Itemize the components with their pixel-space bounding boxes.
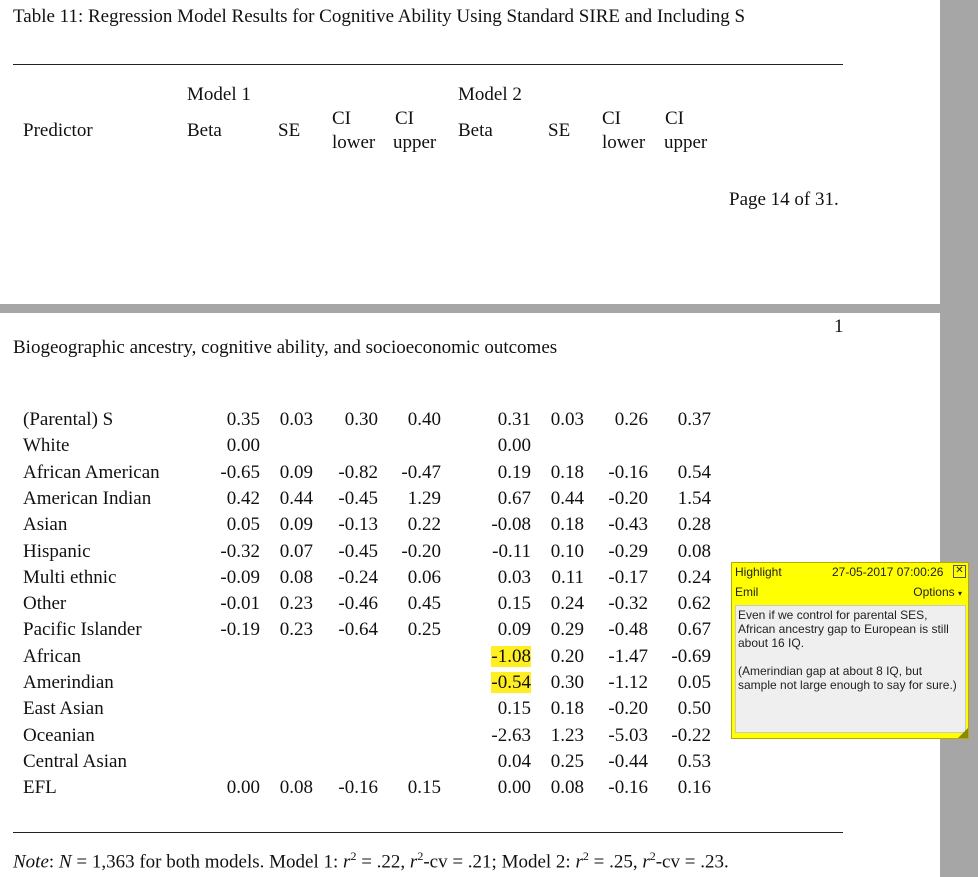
ci-lower-header-m2-top: CI <box>602 108 621 129</box>
m1-cv: -cv = .21; Model 2: <box>423 851 576 873</box>
m1-cell: -0.01 <box>220 593 260 614</box>
page-number: Page 14 of 31. <box>729 189 839 210</box>
m1-cell: -0.32 <box>220 541 260 562</box>
m2-cell: -5.03 <box>608 725 648 746</box>
m1-cell: 0.25 <box>407 619 441 640</box>
row-label: East Asian <box>23 698 104 719</box>
pdf-page-14 <box>0 0 940 304</box>
note-n: N <box>58 851 72 873</box>
m1-cell: 0.07 <box>279 541 313 562</box>
m2-cell: -0.08 <box>491 514 531 535</box>
m2-cell: 0.08 <box>677 541 711 562</box>
m2-cell: -0.29 <box>608 541 648 562</box>
table-cell <box>341 541 441 563</box>
m1-cell: 0.22 <box>407 514 441 535</box>
m1-cell: -0.64 <box>338 619 378 640</box>
table-cell <box>341 514 441 536</box>
sq: 2 <box>417 849 424 863</box>
table-cell <box>341 619 441 641</box>
r-symbol: r <box>409 851 418 873</box>
row-label: Amerindian <box>23 672 114 693</box>
table-cell <box>341 593 441 615</box>
row-label: Asian <box>23 514 68 535</box>
note-text: = 1,363 for both models. Model 1: <box>71 851 344 873</box>
m2-cell: -1.47 <box>608 646 648 667</box>
m1-cell: 0.05 <box>226 514 260 535</box>
m2-cell: 0.03 <box>550 409 584 430</box>
sq: 2 <box>582 849 589 863</box>
m2-cv: -cv = .23. <box>655 851 729 873</box>
m2-cell: -0.32 <box>608 593 648 614</box>
m1-cell: 0.30 <box>344 409 378 430</box>
m2-cell: -0.17 <box>608 567 648 588</box>
m2-cell: -2.63 <box>491 725 531 746</box>
ci-upper-header-m2-bottom: upper <box>664 132 708 153</box>
table-cell <box>611 514 711 536</box>
m1-cell: 0.45 <box>407 593 441 614</box>
model2-header: Model 2 <box>458 84 522 105</box>
table-cell <box>341 462 441 484</box>
m2-cell: 0.04 <box>497 751 531 772</box>
table-cell <box>611 646 711 668</box>
m2-cell: -1.12 <box>608 672 648 693</box>
m1-cell: 0.09 <box>279 514 313 535</box>
m2-cell: 0.05 <box>677 672 711 693</box>
m1-cell: 1.29 <box>407 488 441 509</box>
m2-cell: -0.16 <box>608 462 648 483</box>
row-label: Pacific Islander <box>23 619 142 640</box>
m1-cell: -0.47 <box>401 462 441 483</box>
ci-lower-header-m1-bottom: lower <box>332 132 376 153</box>
m1-cell: 0.06 <box>407 567 441 588</box>
beta-header-m1: Beta <box>187 120 222 141</box>
table-bottom-rule <box>13 832 843 833</box>
m2-cell: 0.30 <box>550 672 584 693</box>
m2-cell: 0.08 <box>550 777 584 798</box>
m2-r2: = .25, <box>588 851 643 873</box>
row-label: African American <box>23 462 160 483</box>
r-symbol: r <box>575 851 583 873</box>
m2-cell: 0.29 <box>550 619 584 640</box>
predictor-header: Predictor <box>23 120 93 141</box>
m2-cell: 0.31 <box>497 409 531 430</box>
table-top-rule <box>13 64 843 65</box>
r-symbol: r <box>343 851 351 873</box>
annotation-author: Emil <box>735 585 759 599</box>
r-symbol: r <box>642 851 650 873</box>
m2-cell: 0.09 <box>497 619 531 640</box>
m2-cell: 1.23 <box>550 725 584 746</box>
table-cell <box>611 593 711 615</box>
m1-cell: -0.65 <box>220 462 260 483</box>
table-cell <box>341 777 441 799</box>
row-label: Other <box>23 593 67 614</box>
running-head: Biogeographic ancestry, cognitive ability, and socioeconomic outcomes <box>13 337 558 358</box>
m2-cell: 0.10 <box>550 541 584 562</box>
m2-cell: -0.11 <box>492 541 531 562</box>
se-header-m1: SE <box>278 120 301 141</box>
m1-cell: 0.23 <box>279 619 313 640</box>
m2-cell: 0.67 <box>497 488 531 509</box>
m1-cell: 0.00 <box>226 777 260 798</box>
table-cell <box>611 777 711 799</box>
m1-cell: 0.35 <box>226 409 260 430</box>
m2-cell: 0.62 <box>677 593 711 614</box>
se-header-m2: SE <box>548 120 571 141</box>
m1-cell: 0.23 <box>279 593 313 614</box>
annotation-type: Highlight <box>735 565 782 579</box>
annotation-para-1: Even if we control for parental SES, African ancestry gap to European is still about 16 IQ. <box>738 608 949 650</box>
annotation-para-2: (Amerindian gap at about 8 IQ, but sample not large enough to say for sure.) <box>738 664 957 692</box>
table-cell <box>611 488 711 510</box>
m2-cell: 0.37 <box>677 409 711 430</box>
ci-upper-header-m2-top: CI <box>665 108 684 129</box>
m1-r2: = .22, <box>356 851 410 873</box>
m2-cell: 0.25 <box>550 751 584 772</box>
table-cell <box>611 462 711 484</box>
m2-cell: -0.20 <box>608 698 648 719</box>
table-cell <box>341 567 441 589</box>
table-cell <box>611 751 711 773</box>
page-num-corner: 1 <box>834 316 844 337</box>
m2-cell: 0.24 <box>677 567 711 588</box>
m2-cell: 0.53 <box>677 751 711 772</box>
ci-upper-header-m1-bottom: upper <box>393 132 437 153</box>
m1-cell: -0.19 <box>220 619 260 640</box>
m2-cell: 0.18 <box>550 514 584 535</box>
row-label: Oceanian <box>23 725 95 746</box>
row-label: African <box>23 646 82 667</box>
m1-cell: -0.09 <box>220 567 260 588</box>
m2-cell: -0.48 <box>608 619 648 640</box>
m2-cell: -0.20 <box>608 488 648 509</box>
m2-cell: -0.44 <box>608 751 648 772</box>
row-label: Multi ethnic <box>23 567 117 588</box>
ci-upper-header-m1-top: CI <box>395 108 414 129</box>
table-title: Table 11: Regression Model Results for Cognitive Ability Using Standard SIRE and Including S <box>13 6 746 27</box>
m2-cell: 0.15 <box>497 593 531 614</box>
table-cell <box>611 409 711 431</box>
close-icon[interactable]: ✕ <box>953 565 966 578</box>
row-label: Hispanic <box>23 541 91 562</box>
sq: 2 <box>649 849 656 863</box>
chevron-down-icon: ▾ <box>957 589 962 598</box>
m1-cell: -0.82 <box>338 462 378 483</box>
table-cell <box>431 435 531 457</box>
m2-cell: -0.54 <box>491 672 531 693</box>
m1-cell: 0.44 <box>279 488 313 509</box>
table-cell <box>611 725 711 747</box>
m2-cell: 1.54 <box>677 488 711 509</box>
m1-cell: 0.08 <box>279 567 313 588</box>
table-cell <box>611 619 711 641</box>
table-cell <box>611 698 711 720</box>
table-cell <box>341 488 441 510</box>
row-label: Central Asian <box>23 751 127 772</box>
m2-cell: 0.54 <box>677 462 711 483</box>
m1-cell: -0.16 <box>338 777 378 798</box>
m1-cell: 0.03 <box>279 409 313 430</box>
annotation-options-button[interactable] <box>913 585 962 599</box>
m1-cell: -0.45 <box>338 488 378 509</box>
m1-cell: -0.24 <box>338 567 378 588</box>
m2-cell: -0.16 <box>608 777 648 798</box>
m2-cell: 0.26 <box>614 409 648 430</box>
table-cell <box>611 672 711 694</box>
row-label: White <box>23 435 70 456</box>
beta-header-m2: Beta <box>458 120 493 141</box>
m2-cell: -0.22 <box>671 725 711 746</box>
ci-lower-header-m1-top: CI <box>332 108 351 129</box>
m2-cell: 0.18 <box>550 462 584 483</box>
row-label: EFL <box>23 777 57 798</box>
m2-cell: 0.50 <box>677 698 711 719</box>
annotation-body[interactable] <box>735 605 966 733</box>
m1-cell: 0.40 <box>407 409 441 430</box>
table-cell <box>160 435 260 457</box>
m2-cell: 0.44 <box>550 488 584 509</box>
resize-handle-icon[interactable] <box>958 728 968 738</box>
m2-cell: 0.67 <box>677 619 711 640</box>
m1-cell: -0.13 <box>338 514 378 535</box>
annotation-popup[interactable] <box>731 562 969 739</box>
m1-cell: -0.45 <box>338 541 378 562</box>
m2-cell: 0.00 <box>497 777 531 798</box>
model1-header: Model 1 <box>187 84 251 105</box>
m2-cell: -0.43 <box>608 514 648 535</box>
m2-cell: 0.28 <box>677 514 711 535</box>
m1-cell: 0.09 <box>279 462 313 483</box>
options-label: Options <box>913 585 955 599</box>
m2-cell: 0.19 <box>497 462 531 483</box>
table-note: Note: N = 1,363 for both models. Model 1: $r^2 = .22$, $r^2-cv = .21$; Model 2: $r^2 = .25$, $r^2-cv = .23$. <box>13 849 729 873</box>
m2-cell: 0.03 <box>497 567 531 588</box>
m2-cell: -0.69 <box>671 646 711 667</box>
row-label: (Parental) S <box>23 409 114 430</box>
row-label: American Indian <box>23 488 152 509</box>
table-cell <box>341 409 441 431</box>
m2-cell: 0.16 <box>677 777 711 798</box>
table-cell <box>611 567 711 589</box>
note-label: Note <box>13 851 49 873</box>
m1-cell: 0.15 <box>407 777 441 798</box>
m2-cell: 0.15 <box>497 698 531 719</box>
ci-lower-header-m2-bottom: lower <box>602 132 646 153</box>
m1-cell: 0.00 <box>226 435 260 456</box>
m1-cell: 0.08 <box>279 777 313 798</box>
m1-cell: 0.42 <box>226 488 260 509</box>
m2-cell: -1.08 <box>491 646 531 667</box>
m1-cell: -0.46 <box>338 593 378 614</box>
m2-cell: 0.24 <box>550 593 584 614</box>
annotation-timestamp: 27-05-2017 07:00:26 <box>832 565 944 579</box>
m1-cell: -0.20 <box>401 541 441 562</box>
m2-cell: 0.20 <box>550 646 584 667</box>
sq: 2 <box>350 849 357 863</box>
m2-cell: 0.11 <box>551 567 584 588</box>
m2-cell: 0.18 <box>550 698 584 719</box>
m2-cell: 0.00 <box>497 435 531 456</box>
table-cell <box>611 541 711 563</box>
